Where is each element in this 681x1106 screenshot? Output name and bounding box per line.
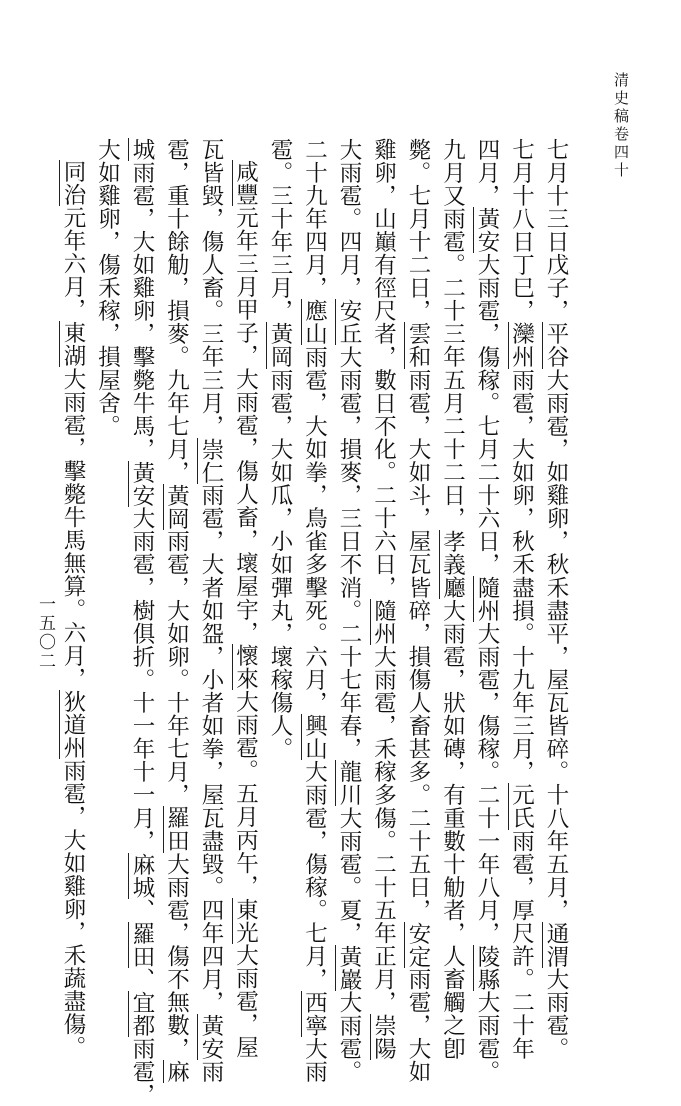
- text-segment: 大雨雹。四月，: [336, 138, 362, 300]
- place-name: 黃安: [474, 207, 500, 254]
- page-header: 清史稿卷四十: [612, 72, 630, 180]
- text-segment: 雨雹，大如斗，屋瓦皆碎，損傷人畜甚多。二十五日，: [405, 368, 431, 922]
- text-segment: 大雨雹，傷稼。二十一年八月，: [474, 622, 500, 945]
- text-segment: 瓦皆毀，傷人畜。三年三月，: [198, 138, 224, 438]
- place-name: 安丘: [336, 299, 362, 346]
- text-segment: 大如雞卵，傷禾稼，損屋舍。: [94, 138, 121, 438]
- place-name: 雲和: [405, 322, 431, 369]
- place-name: 黃安: [129, 460, 155, 507]
- text-column: [263, 138, 298, 938]
- place-name: 宜都: [129, 990, 155, 1038]
- place-name: 孝義廳: [439, 529, 466, 600]
- text-segment: 七月十八日丁巳，: [508, 138, 535, 323]
- text-segment: 雨雹，大如雞卵，禾蔬盡傷。: [60, 759, 86, 1059]
- text-segment: 大雨雹，屋: [232, 943, 259, 1059]
- place-name: 隨州: [370, 599, 397, 646]
- place-name: 灤州: [508, 322, 535, 369]
- text-segment: 雨雹，大如拳，鳥雀多擊死。六月，: [301, 345, 328, 715]
- place-name: 咸豐: [232, 160, 259, 207]
- place-name: 麻: [163, 1060, 190, 1084]
- text-segment: 大雨雹，狀如磚，有重數十觔者，人畜觸之卽: [439, 599, 466, 1061]
- page-number: 一五〇二: [35, 595, 55, 671]
- text-segment: 大雨雹。: [474, 990, 500, 1084]
- place-name: 懷來: [232, 644, 259, 691]
- text-segment: 大雨雹。: [543, 967, 569, 1061]
- place-name: 狄道州: [60, 690, 86, 760]
- text-segment: 雨雹，大如雞卵，擊斃牛馬，: [129, 161, 155, 461]
- text-segment: 雨雹，大如: [405, 967, 431, 1084]
- text-column: [470, 138, 505, 1084]
- text-segment: 雨雹，大如卵。十年七月，: [163, 529, 190, 807]
- place-name: 通渭: [543, 921, 569, 968]
- text-column: [125, 138, 160, 1106]
- text-segment: 雨雹，厚尺許。二十年: [508, 829, 535, 1061]
- text-segment: 大雨雹，傷稼。七月，: [301, 760, 328, 991]
- place-name: 西寧: [301, 990, 328, 1037]
- text-segment: 斃。七月十二日，: [405, 138, 431, 323]
- place-name: 城: [129, 138, 155, 162]
- text-segment: 大雨雹，禾稼多傷。二十五年正月，: [370, 645, 397, 1014]
- place-name: 黃岡: [163, 483, 190, 530]
- text-segment: 雨雹，大者如盌，小者如拳，屋瓦盡毀。四年四月，: [198, 483, 224, 1014]
- text-segment: 雹。三十年三月，: [267, 138, 293, 323]
- text-segment: 大雨雹。: [336, 990, 362, 1084]
- text-segment: 雨雹，大如瓜，小如彈丸，壞稼傷人。: [267, 368, 293, 761]
- text-segment: 雞卵，山巔有徑尺者，數日不化。二十六日，: [370, 138, 397, 599]
- text-column: [539, 138, 574, 1061]
- place-name: 黃安: [198, 1013, 224, 1061]
- text-segment: 、: [129, 967, 155, 991]
- text-segment: 大雨雹，如雞卵，秋禾盡平，屋瓦皆碎。十八年五月，: [543, 368, 569, 922]
- text-segment: 大雨: [301, 1037, 328, 1084]
- text-segment: 七月十三日戊子，: [543, 138, 569, 323]
- text-column: [56, 138, 91, 1059]
- place-name: 羅田: [129, 921, 155, 968]
- text-segment: 雨: [198, 1060, 224, 1084]
- text-segment: 大雨雹。夏，: [336, 806, 362, 945]
- place-name: 隨州: [474, 575, 500, 623]
- place-name: 安定: [405, 921, 431, 968]
- place-name: 羅田: [163, 806, 190, 853]
- text-segment: 二十九年四月，: [301, 138, 328, 300]
- place-name: 東湖: [60, 321, 86, 368]
- text-segment: 雨雹，大如卵，秋禾盡損。十九年三月，: [508, 368, 535, 784]
- place-name: 黃巖: [336, 944, 362, 991]
- place-name: 同治: [60, 160, 86, 207]
- place-name: 東光: [232, 897, 259, 944]
- text-column: [435, 138, 470, 1061]
- text-segment: 四月，: [474, 138, 500, 208]
- text-column: [297, 138, 332, 1084]
- place-name: 麻城: [129, 852, 155, 899]
- text-segment: 九月又雨雹。二十三年五月二十二日，: [439, 138, 466, 530]
- place-name: 龍川: [336, 760, 362, 807]
- place-name: 興山: [301, 714, 328, 761]
- body-text: [56, 138, 574, 1106]
- text-segment: 大雨雹，傷稼。七月二十六日，: [474, 253, 500, 576]
- text-segment: 大雨雹，損麥，三日不消。二十七年春，: [336, 345, 362, 761]
- text-segment: 大雨雹，樹俱折。十一年十一月，: [129, 506, 155, 853]
- text-segment: 元年三月甲子，大雨雹，傷人畜，壞屋宇，: [232, 206, 259, 645]
- text-segment: 大雨雹，擊斃牛馬無算。六月，: [60, 367, 86, 691]
- place-name: 元氏: [508, 783, 535, 830]
- text-column: [504, 138, 539, 1061]
- text-column: [90, 138, 125, 938]
- text-column: [366, 138, 401, 1061]
- place-name: 陵縣: [474, 944, 500, 991]
- place-name: 應山: [301, 299, 328, 346]
- text-segment: 、: [129, 898, 155, 922]
- place-name: 黃岡: [267, 322, 293, 369]
- text-column: [332, 138, 367, 1084]
- place-name: 崇仁: [198, 437, 224, 484]
- place-name: 崇陽: [370, 1013, 397, 1061]
- text-segment: 雨雹，: [129, 1037, 155, 1106]
- text-segment: 元年六月，: [60, 206, 86, 322]
- text-column: [228, 138, 263, 1059]
- text-segment: 雹，重十餘觔，損麥。九年七月，: [163, 138, 190, 484]
- text-segment: 大雨雹。五月丙午，: [232, 690, 259, 898]
- text-column: [401, 138, 436, 1084]
- text-column: [159, 138, 194, 1084]
- text-segment: 大雨雹，傷不無數，: [163, 852, 190, 1061]
- text-column: [194, 138, 229, 1084]
- place-name: 平谷: [543, 322, 569, 369]
